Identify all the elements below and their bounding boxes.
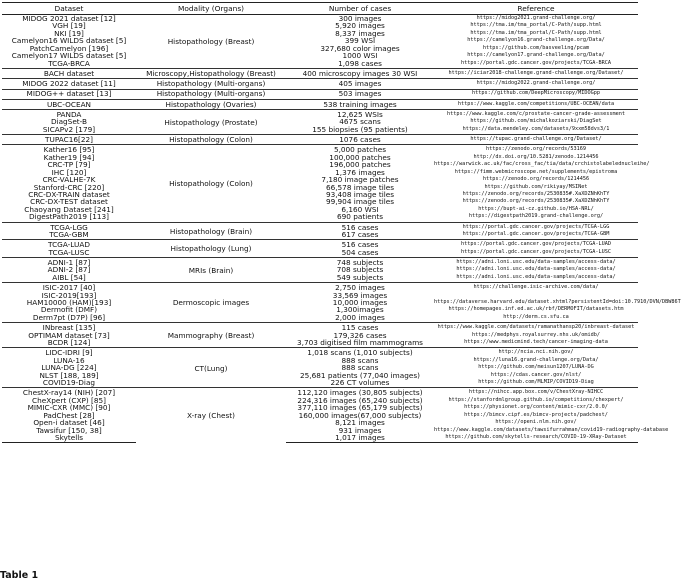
dataset-cell: CRC-VALHE-7K xyxy=(42,175,96,185)
modality-cell: Microscopy,Histopathology (Breast) xyxy=(136,69,286,79)
table-row xyxy=(2,427,638,434)
dataset-cell: LUNA-DG [224] xyxy=(41,363,97,373)
cases-cell: 100,000 patches xyxy=(329,152,391,162)
table-row xyxy=(2,348,638,357)
dataset-cell: MIDOG 2021 dataset [12] xyxy=(22,14,116,23)
cases-cell: 1,098 cases xyxy=(338,58,382,68)
reference-link[interactable]: http://ncia.nci.nih.gov/ xyxy=(434,348,638,357)
reference-link[interactable]: https://data.mendeley.com/datasets/9xxm58dvs3/1 xyxy=(462,125,610,132)
reference-link[interactable]: https://github.com/MLMIP/COVID19-Diag xyxy=(478,379,594,386)
cases-cell: 516 cases xyxy=(286,222,434,231)
header-reference: Reference xyxy=(434,3,638,15)
modality-cell: Histopathology (Multi-organs) xyxy=(136,89,286,99)
dataset-cell: MIDOG++ dataset [13] xyxy=(2,89,136,99)
reference-link[interactable]: https://portal.gdc.cancer.gov/projects/TCGA-LUSC xyxy=(461,248,611,255)
reference-link[interactable]: https://zenodo.org/records/2530835#.XaXDZNhKhTY xyxy=(462,198,610,205)
dataset-cell: CheXpert (CXP) [85] xyxy=(32,395,106,405)
header-modality: Modality (Organs) xyxy=(136,3,286,15)
reference-link[interactable]: https://iciar2018-challenge.grand-challenge.org/Dataset/ xyxy=(434,69,638,79)
table-caption: Table 1 xyxy=(0,570,39,581)
table-row xyxy=(2,222,638,231)
table-row xyxy=(2,299,638,306)
dataset-cell: MIDOG 2022 dataset [11] xyxy=(2,79,136,89)
cases-cell: 93,408 image tiles xyxy=(325,189,395,199)
cases-cell: 549 subjects xyxy=(336,272,384,282)
cases-cell: 3,703 digitised film mammograms xyxy=(297,338,423,348)
reference-link[interactable]: https://tupac.grand-challenge.org/Dataset/ xyxy=(434,135,638,145)
modality-cell: Histopathology (Multi-organs) xyxy=(136,79,286,89)
reference-link[interactable]: https://adni.loni.usc.edu/data-samples/access-data/ xyxy=(456,273,616,280)
dataset-cell: PANDA xyxy=(2,110,136,119)
cases-cell: 12,625 WSIs xyxy=(286,110,434,119)
dataset-cell: VGH [19] xyxy=(52,21,86,31)
dataset-cell: ADNI-1 [87] xyxy=(2,258,136,267)
reference-link[interactable]: https://luna16.grand-challenge.org/Data/ xyxy=(473,356,599,363)
cases-cell: 33,569 images xyxy=(332,290,388,300)
reference-link[interactable]: https://portal.gdc.cancer.gov/projects/TCGA-LUAD xyxy=(434,240,638,249)
reference-link[interactable]: https://adni.loni.usc.edu/data-samples/access-data/ xyxy=(434,258,638,267)
reference-link[interactable]: https://www.kaggle.com/datasets/ramanathansp20/inbreast-dataset xyxy=(434,323,638,332)
table-row xyxy=(2,135,638,145)
cases-cell: 400 microscopy images 30 WSI xyxy=(286,69,434,79)
dataset-cell: IHC [120] xyxy=(51,167,87,177)
reference-link[interactable]: https://www.kaggle.com/competitions/UBC-OCEAN/data xyxy=(434,99,638,109)
cases-cell: 8,337 images xyxy=(335,28,385,38)
cases-cell: 10,000 images xyxy=(332,298,388,307)
reference-link[interactable]: https://camelyon16.grand-challenge.org/Data/ xyxy=(467,37,605,44)
reference-link[interactable]: https://github.com/basveeling/pcam xyxy=(482,44,590,51)
dataset-cell: TCGA-BRCA xyxy=(48,58,90,68)
reference-link[interactable]: https://challenge.isic-archive.com/data/ xyxy=(434,283,638,292)
cases-cell: 160,000 images(67,000 subjects) xyxy=(298,410,422,420)
dataset-cell: ADNI-2 [87] xyxy=(47,265,91,275)
reference-link[interactable]: https://zenodo.org/records/2530835#.XaXDZNhKhTY xyxy=(462,190,610,197)
modality-cell: Histopathology (Lung) xyxy=(136,240,286,258)
reference-link[interactable]: https://dataverse.harvard.edu/dataset.xhtml?persistentId=doi:10.7910/DVN/DBW86T xyxy=(434,299,681,305)
header-number-of-cases: Number of cases xyxy=(286,3,434,15)
dataset-cell: LUNA-16 xyxy=(53,355,85,365)
table-row xyxy=(2,249,638,258)
dataset-cell: DiagSet-B xyxy=(50,117,88,127)
dataset-cell: CRC-DX-TEST dataset xyxy=(30,197,108,207)
cases-cell: 300 images xyxy=(338,14,382,23)
table-row xyxy=(2,79,638,89)
reference-link[interactable]: https://zenodo.org/records/1214456 xyxy=(482,176,590,183)
modality-cell: Histopathology (Ovaries) xyxy=(136,99,286,109)
cases-cell: 1000 WSI xyxy=(342,51,378,61)
dataset-cell: NLST [188, 189] xyxy=(39,370,99,380)
modality-cell: Mammography (Breast) xyxy=(136,323,286,348)
table-row xyxy=(2,154,638,161)
table-row xyxy=(2,258,638,267)
table-row xyxy=(2,89,638,99)
cases-cell: 8,121 images xyxy=(335,418,385,428)
cases-cell: 888 scans xyxy=(341,363,379,373)
modality-cell: Histopathology (Colon) xyxy=(136,135,286,145)
table-row xyxy=(2,161,638,168)
dataset-cell: Chaoyang Dataset [241] xyxy=(24,204,114,214)
cases-cell: 5,000 patches xyxy=(286,145,434,154)
dataset-cell: OPTIMAM dataset [73] xyxy=(28,330,110,340)
datasets-table-figure xyxy=(2,2,681,443)
modality-cell: CT(Lung) xyxy=(136,348,286,388)
modality-cell: Histopathology (Breast) xyxy=(167,36,255,46)
modality-cell: Dermoscopic images xyxy=(136,283,286,323)
cases-cell: 99,904 image tiles xyxy=(325,197,395,207)
reference-link[interactable]: https://github.com/rikiyay/MSINet xyxy=(484,183,588,190)
dataset-cell: INbreast [135] xyxy=(2,323,136,332)
dataset-cell: BCDR [124] xyxy=(47,338,91,348)
cases-cell: 112,120 images (30,805 subjects) xyxy=(286,388,434,397)
header-row xyxy=(2,3,638,15)
table-row xyxy=(2,372,638,379)
reference-link[interactable]: https://tma.im/tma_portal/C-Path/supp.html xyxy=(470,22,602,29)
cases-cell: 196,000 patches xyxy=(329,160,391,170)
dataset-cell: Tawsifur [150, 38] xyxy=(36,425,102,435)
cases-cell: 748 subjects xyxy=(286,258,434,267)
dataset-cell: UBC-OCEAN xyxy=(2,99,136,109)
dataset-cell: Stanford-CRC [220] xyxy=(33,182,105,192)
cases-cell: 405 images xyxy=(286,79,434,89)
reference-link[interactable]: https://openi.nlm.nih.gov/ xyxy=(495,419,577,426)
reference-link[interactable]: https://fimm.webmicroscope.net/supplements/epistroma xyxy=(454,168,618,175)
table-row xyxy=(2,145,638,154)
cases-cell: 690 patients xyxy=(336,212,383,222)
reference-link[interactable]: https://bimcv.cipf.es/bimcv-projects/padchest/ xyxy=(464,411,608,418)
cases-cell: 327,680 color images xyxy=(320,43,400,53)
reference-link[interactable]: https://medphys.royalsurrey.nhs.uk/omidb/ xyxy=(471,331,601,338)
dataset-cell: Skytells xyxy=(2,434,136,443)
dataset-cell: LIDC-IDRI [9] xyxy=(2,348,136,357)
dataset-cell: TCGA-GBM xyxy=(49,230,89,240)
cases-cell: 5,920 images xyxy=(335,21,385,31)
table-row xyxy=(2,314,638,323)
modality-cell: MRIs (Brain) xyxy=(136,258,286,283)
cases-cell: 1076 cases xyxy=(286,135,434,145)
reference-link[interactable]: https://tma.im/tma_portal/C-Path/supp.html xyxy=(470,29,602,36)
dataset-cell: DigestPath2019 [113] xyxy=(29,212,109,222)
dataset-cell: TUPAC16[22] xyxy=(2,135,136,145)
reference-link[interactable] xyxy=(434,292,638,299)
cases-cell: 538 training images xyxy=(286,99,434,109)
dataset-cell: ChestX-ray14 (NIH) [207] xyxy=(2,388,136,397)
datasets-table xyxy=(2,2,681,443)
modality-cell: Histopathology (Colon) xyxy=(136,145,286,222)
dataset-cell: BACH dataset xyxy=(2,69,136,79)
reference-link[interactable]: https://midog2022.grand-challenge.org/ xyxy=(434,79,638,89)
table-row xyxy=(2,110,638,119)
dataset-cell: SICAPv2 [179] xyxy=(42,124,96,134)
reference-link[interactable]: https://www.medicmind.tech/cancer-imaging-data xyxy=(464,339,608,346)
cases-cell: 6,160 WSI xyxy=(341,204,379,214)
cases-cell: 1,376 images xyxy=(335,167,385,177)
cases-cell: 399 WSI xyxy=(344,36,376,46)
table-row xyxy=(2,213,638,222)
cases-cell: 155 biopsies (95 patients) xyxy=(312,124,408,134)
dataset-cell: TCGA-LUSC xyxy=(48,247,90,257)
reference-link[interactable]: https://stanfordmlgroup.github.io/competitions/chexpert/ xyxy=(448,396,624,403)
table-row xyxy=(2,379,638,388)
reference-link[interactable]: https://warwick.ac.uk/fac/cross_fac/tia/data/crchistolabelednucleihe/ xyxy=(434,161,650,168)
cases-cell: 25,681 patients (77,040 images) xyxy=(299,370,420,380)
cases-cell: 226 CT volumes xyxy=(330,378,390,388)
reference-link[interactable]: https://zenodo.org/records/53169 xyxy=(434,145,638,154)
cases-cell: 617 cases xyxy=(341,230,379,240)
reference-link[interactable]: https://github.com/DeepMicroscopy/MIDOGpp xyxy=(434,89,638,99)
reference-link[interactable]: https://digestpath2019.grand-challenge.org/ xyxy=(468,213,604,220)
cases-cell: 931 images xyxy=(338,425,382,435)
table-row xyxy=(2,274,638,283)
reference-link[interactable]: https://homepages.inf.ed.ac.uk/rbf/DERMOFIT/datasets.htm xyxy=(448,306,624,313)
reference-link[interactable]: https://github.com/meisun1207/LUNA-DG xyxy=(478,364,594,371)
table-row xyxy=(2,69,638,79)
cases-cell: 888 scans xyxy=(341,355,379,365)
cases-cell: 115 cases xyxy=(286,323,434,332)
reference-link[interactable]: https://adni.loni.usc.edu/data-samples/access-data/ xyxy=(456,266,616,273)
dataset-cell: HAM10000 (HAM)[193] xyxy=(26,298,112,307)
dataset-cell: Kather16 [95] xyxy=(2,145,136,154)
header-dataset: Dataset xyxy=(2,3,136,15)
table-row xyxy=(2,339,638,348)
dataset-cell: PatchCamelyon [196] xyxy=(29,43,109,53)
dataset-cell: NKI [19] xyxy=(54,28,84,38)
dataset-cell: Dermofit (DMF) xyxy=(40,305,98,315)
table-row xyxy=(2,434,638,443)
dataset-cell: ISIC-2019[193] xyxy=(41,290,97,300)
dataset-cell: AIBL [54] xyxy=(52,272,86,282)
dataset-cell: Camelyon17 WILDS dataset [5] xyxy=(11,51,127,61)
cases-cell: 2,000 images xyxy=(335,312,385,322)
dataset-cell: Open-i dataset [46] xyxy=(33,418,105,428)
table-row xyxy=(2,60,638,69)
table-row xyxy=(2,99,638,109)
cases-cell: 504 cases xyxy=(341,247,379,257)
table-row xyxy=(2,357,638,364)
table-row xyxy=(2,169,638,176)
dataset-cell: CRC-DX-TRAIN dataset xyxy=(28,189,110,199)
cases-cell: 1,300images xyxy=(336,305,384,315)
reference-link[interactable]: https://nihcc.app.box.com/v/ChestXray-NIHCC xyxy=(434,388,638,397)
reference-link[interactable]: https://github.com/skytells-research/COVID-19-XRay-Dataset xyxy=(434,434,638,443)
cases-cell: 4675 scans xyxy=(339,117,381,127)
cases-cell: 708 subjects xyxy=(336,265,384,275)
reference-link[interactable]: https://portal.gdc.cancer.gov/projects/TCGA-BRCA xyxy=(461,59,611,66)
table-row xyxy=(2,52,638,59)
modality-cell: Histopathology (Brain) xyxy=(136,222,286,240)
reference-link[interactable]: https://github.com/michalkoziarski/DiagSet xyxy=(470,118,602,125)
reference-link[interactable]: https://www.kaggle.com/c/prostate-cancer-grade-assessment xyxy=(434,110,638,119)
reference-link[interactable]: https://camelyon17.grand-challenge.org/Data/ xyxy=(467,52,605,59)
reference-link[interactable]: https://portal.gdc.cancer.gov/projects/TCGA-LGG xyxy=(434,222,638,231)
table-body xyxy=(2,14,681,443)
dataset-cell: TCGA-LUAD xyxy=(2,240,136,249)
table-row xyxy=(2,240,638,249)
dataset-cell: Kather19 [94] xyxy=(43,152,95,162)
reference-link[interactable]: http://dx.doi.org/10.5281/zenodo.1214456 xyxy=(473,153,599,160)
cases-cell: 1,017 images xyxy=(286,434,434,443)
cases-cell: 516 cases xyxy=(286,240,434,249)
cases-cell: 7,180 image patches xyxy=(321,175,399,185)
cases-cell: 377,110 images (65,179 subjects) xyxy=(297,403,423,413)
cases-cell: 1,018 scans (1,010 subjects) xyxy=(286,348,434,357)
dataset-cell: Camelyon16 WILDS dataset [5] xyxy=(11,36,127,46)
reference-link[interactable]: https://midog2021.grand-challenge.org/ xyxy=(476,15,596,21)
table-row xyxy=(2,15,638,23)
cases-cell: 503 images xyxy=(286,89,434,99)
reference-link[interactable]: https://physionet.org/content/mimic-cxr/2.0.0/ xyxy=(464,404,608,411)
dataset-cell: TCGA-LGG xyxy=(2,222,136,231)
table-row xyxy=(2,283,638,292)
reference-link[interactable]: https://bupt-ai-cz.github.io/HSA-NRL/ xyxy=(478,205,594,212)
reference-link[interactable]: https://portal.gdc.cancer.gov/projects/TCGA-GBM xyxy=(462,231,610,238)
reference-link[interactable]: https://www.kaggle.com/datasets/tawsifurrahman/covid19-radiography-database xyxy=(434,426,669,433)
cases-cell: 66,578 image tiles xyxy=(325,182,395,192)
table-row xyxy=(2,126,638,135)
reference-link[interactable]: https://cdas.cancer.gov/nlst/ xyxy=(490,371,582,378)
table-row xyxy=(2,22,638,29)
dataset-cell: COVID19-Diag xyxy=(42,378,96,388)
cases-cell: 179,326 cases xyxy=(333,330,387,340)
cases-cell: 224,316 images (65,240 subjects) xyxy=(297,395,423,405)
dataset-cell: CRC-TP [79] xyxy=(47,160,91,170)
cases-cell: 2,750 images xyxy=(286,283,434,292)
modality-cell: X-ray (Chest) xyxy=(136,388,286,443)
dataset-cell: MIMIC-CXR (MMC) [90] xyxy=(27,403,111,413)
table-row xyxy=(2,266,638,273)
modality-cell: Histopathology (Prostate) xyxy=(136,110,286,135)
reference-link[interactable]: http://derm.cs.sfu.ca xyxy=(503,313,569,320)
dataset-cell: ISIC-2017 [40] xyxy=(2,283,136,292)
table-row xyxy=(2,231,638,240)
dataset-cell: Derm7pt (D7P) [96] xyxy=(32,312,106,322)
dataset-cell: PadChest [28] xyxy=(43,410,95,420)
